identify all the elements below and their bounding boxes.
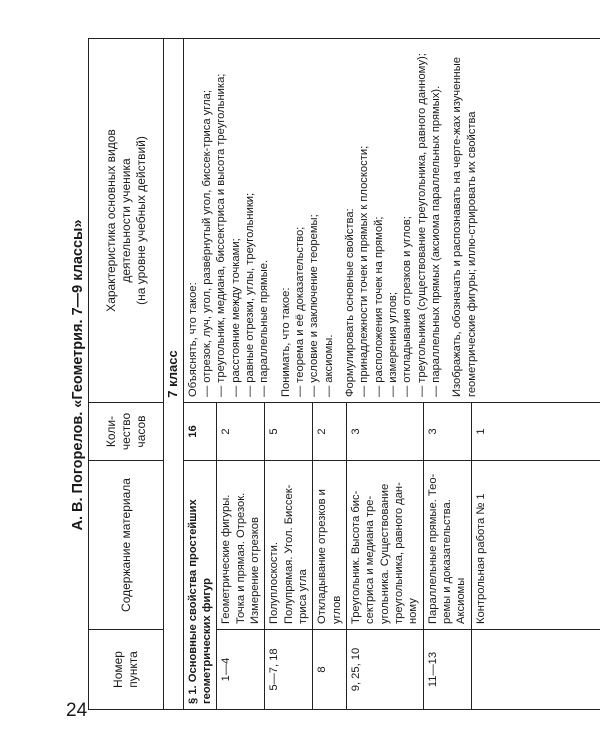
row-num: 9, 25, 10 bbox=[346, 630, 423, 710]
list-item: — принадлежности точек и прямых к плоскости; bbox=[357, 44, 371, 397]
row-num bbox=[471, 630, 600, 710]
list-item: — расстояние между точками; bbox=[229, 44, 243, 397]
section-title: § 1. Основные свойства простейших геометрических фигур bbox=[183, 461, 217, 710]
header-activity: Характеристика основных видов деятельности ученика (на уровне учебных действий) bbox=[89, 39, 164, 403]
list-item: — равные отрезки, углы, треугольники; bbox=[243, 44, 257, 397]
list-item: — параллельные прямые. bbox=[257, 44, 271, 397]
activity-intro-3: Формулировать основные свойства: bbox=[343, 208, 356, 397]
list-item: — расположения точек на прямой; bbox=[372, 44, 386, 397]
row-content: Контрольная работа № 1 bbox=[471, 461, 600, 630]
row-content: Полуплоскости. Полупрямая. Угол. Биссек- триса угла bbox=[265, 461, 313, 630]
row-hours: 5 bbox=[265, 403, 313, 461]
page-number: 24 bbox=[66, 700, 88, 721]
curriculum-table bbox=[88, 38, 600, 710]
activity-list-2 bbox=[293, 44, 336, 397]
activity-block-4: Изображать, обозначать и распознавать на черте-жах изученные геометрические фигуры; иллю-стрировать их свойства bbox=[451, 57, 478, 397]
row-hours: 2 bbox=[217, 403, 265, 461]
header-hours: Коли- чество часов bbox=[89, 403, 164, 461]
list-item: — аксиомы. bbox=[322, 44, 336, 397]
section-row bbox=[183, 39, 217, 710]
row-content: Откладывание отрезков и углов bbox=[313, 461, 347, 630]
row-num: 1—4 bbox=[217, 630, 265, 710]
section-hours: 16 bbox=[183, 403, 217, 461]
row-hours: 3 bbox=[346, 403, 423, 461]
row-num: 8 bbox=[313, 630, 347, 710]
activity-intro-1: Объяснять, что такое: bbox=[186, 282, 199, 397]
list-item: — треугольник, медиана, биссектриса и высота треугольника; bbox=[214, 44, 228, 397]
class-label: 7 класс bbox=[164, 39, 184, 710]
list-item: — параллельных прямых (аксиома параллельных прямых). bbox=[429, 44, 443, 397]
class-row bbox=[164, 39, 184, 710]
row-hours: 2 bbox=[313, 403, 347, 461]
row-num: 11—13 bbox=[423, 630, 471, 710]
row-num: 5—7, 18 bbox=[265, 630, 313, 710]
row-hours: 3 bbox=[423, 403, 471, 461]
row-content: Треугольник. Высота бис- сектриса и медиана тре- угольника. Существование треугольника, равного дан- ному bbox=[346, 461, 423, 630]
row-content: Параллельные прямые. Тео- ремы и доказательства. Аксиомы bbox=[423, 461, 471, 630]
list-item: — отрезок, луч, угол, развёрнутый угол, биссек-триса угла; bbox=[200, 44, 214, 397]
list-item: — теорема и её доказательство; bbox=[293, 44, 307, 397]
list-item: — треугольника (существование треугольника, равного данному); bbox=[415, 44, 429, 397]
list-item: — откладывания отрезков и углов; bbox=[400, 44, 414, 397]
activity-cell bbox=[183, 39, 600, 403]
header-num: Номер пункта bbox=[89, 630, 164, 710]
list-item: — условие и заключение теоремы; bbox=[307, 44, 321, 397]
document-title: А. В. Погорелов. «Геометрия. 7—9 классы» bbox=[70, 219, 86, 531]
activity-list-1 bbox=[200, 44, 272, 397]
row-hours: 1 bbox=[471, 403, 600, 461]
header-content: Содержание материала bbox=[89, 461, 164, 630]
activity-intro-2: Понимать, что такое: bbox=[279, 287, 292, 397]
list-item: — измерения углов; bbox=[386, 44, 400, 397]
table-header-row bbox=[89, 39, 164, 710]
row-content: Геометрические фигуры. Точка и прямая. Отрезок. Измерение отрезков bbox=[217, 461, 265, 630]
activity-list-3 bbox=[357, 44, 443, 397]
